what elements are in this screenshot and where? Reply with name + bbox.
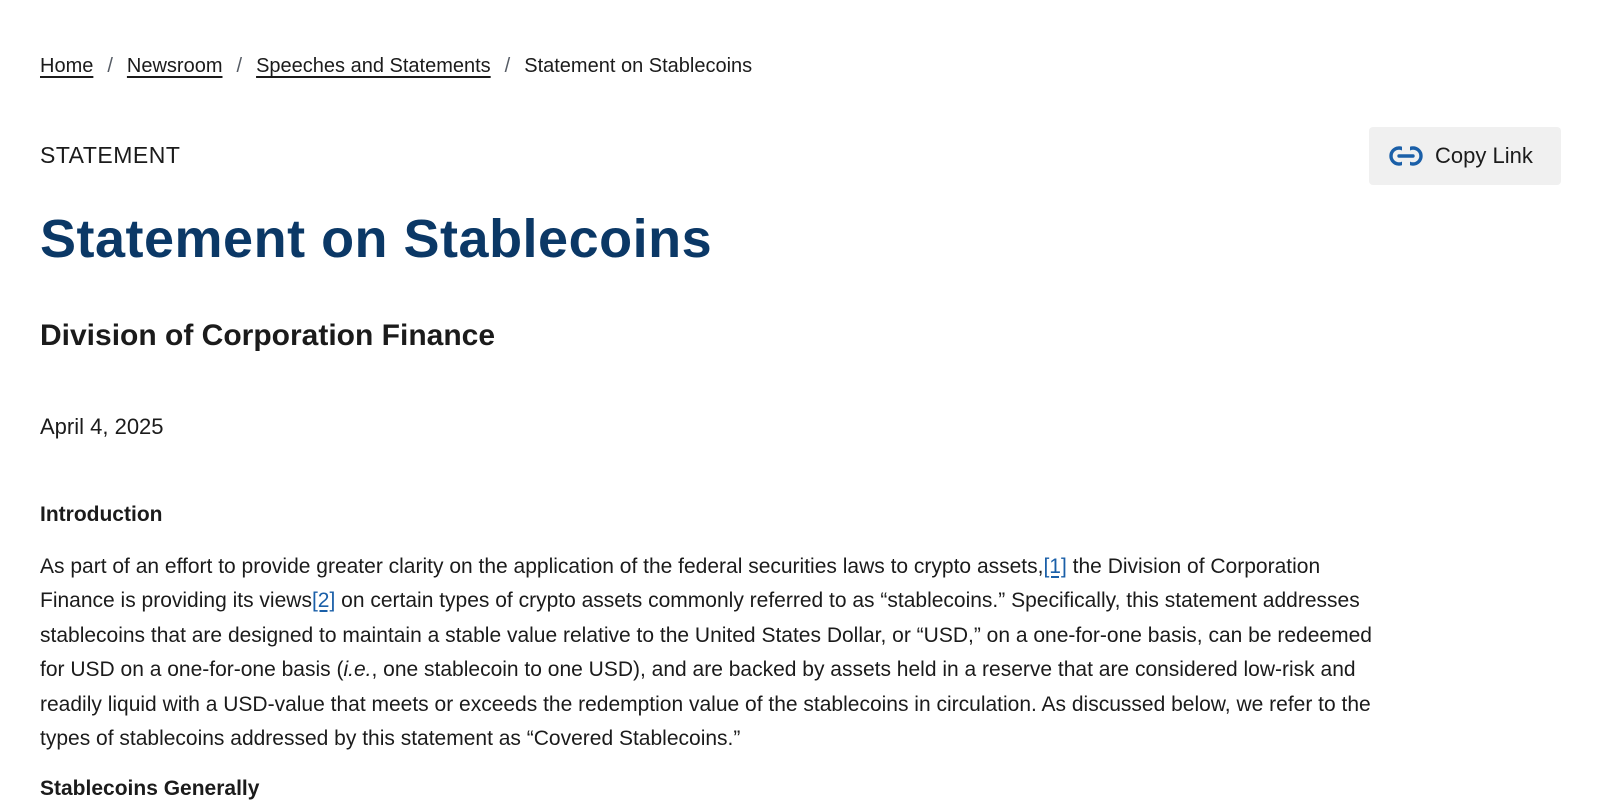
link-icon [1389,145,1423,167]
paragraph-text: for USD on a one-for-one basis ( [40,658,344,682]
section-heading-stablecoins-generally: Stablecoins Generally [40,777,260,800]
paragraph-line [40,584,1570,618]
copy-link-button[interactable] [1369,127,1561,185]
paragraph-line [40,550,1570,584]
footnote-link-2[interactable]: [2] [311,589,336,613]
paragraph-italic-text: i.e. [343,658,372,682]
paragraph-line: readily liquid with a USD-value that meets or exceeds the redemption value of the stablecoins in circulation. As discussed below, we refer to the [40,692,1371,716]
content-type-label: STATEMENT [40,142,181,168]
publish-date: April 4, 2025 [40,414,164,439]
paragraph-line [40,653,1570,687]
page-title: Statement on Stablecoins [40,209,713,269]
introduction-paragraph [40,550,1570,756]
paragraph-line: types of stablecoins addressed by this statement as “Covered Stablecoins.” [40,727,741,751]
paragraph-text: , one stablecoin to one USD), and are backed by assets held in a reserve that are considered low-risk and [371,658,1356,682]
paragraph-text: As part of an effort to provide greater clarity on the application of the federal securities laws to crypto assets, [40,555,1044,578]
breadcrumb-separator: / [107,55,113,77]
breadcrumb [40,52,752,80]
breadcrumb-speeches-link[interactable]: Speeches and Statements [256,55,491,77]
breadcrumb-separator: / [236,55,243,77]
paragraph-text: the Division of Corporation [1066,555,1321,578]
division-name: Division of Corporation Finance [40,319,496,352]
paragraph-text: on certain types of crypto assets commonly referred to as “stablecoins.” Specifically, this statement addresses [335,589,1360,613]
paragraph-line: stablecoins that are designed to maintain a stable value relative to the United States Dollar, or “USD,” on a one-for-one basis, can be redeemed [40,623,1372,647]
footnote-link-1[interactable]: [1] [1043,555,1067,578]
breadcrumb-home-link[interactable]: Home [40,55,94,77]
breadcrumb-current: Statement on Stablecoins [524,55,753,77]
copy-link-label: Copy Link [1435,143,1533,168]
breadcrumb-separator: / [504,55,511,77]
section-heading-introduction: Introduction [40,503,163,526]
paragraph-text: Finance is providing its views [40,589,312,613]
breadcrumb-newsroom-link[interactable]: Newsroom [126,55,223,77]
